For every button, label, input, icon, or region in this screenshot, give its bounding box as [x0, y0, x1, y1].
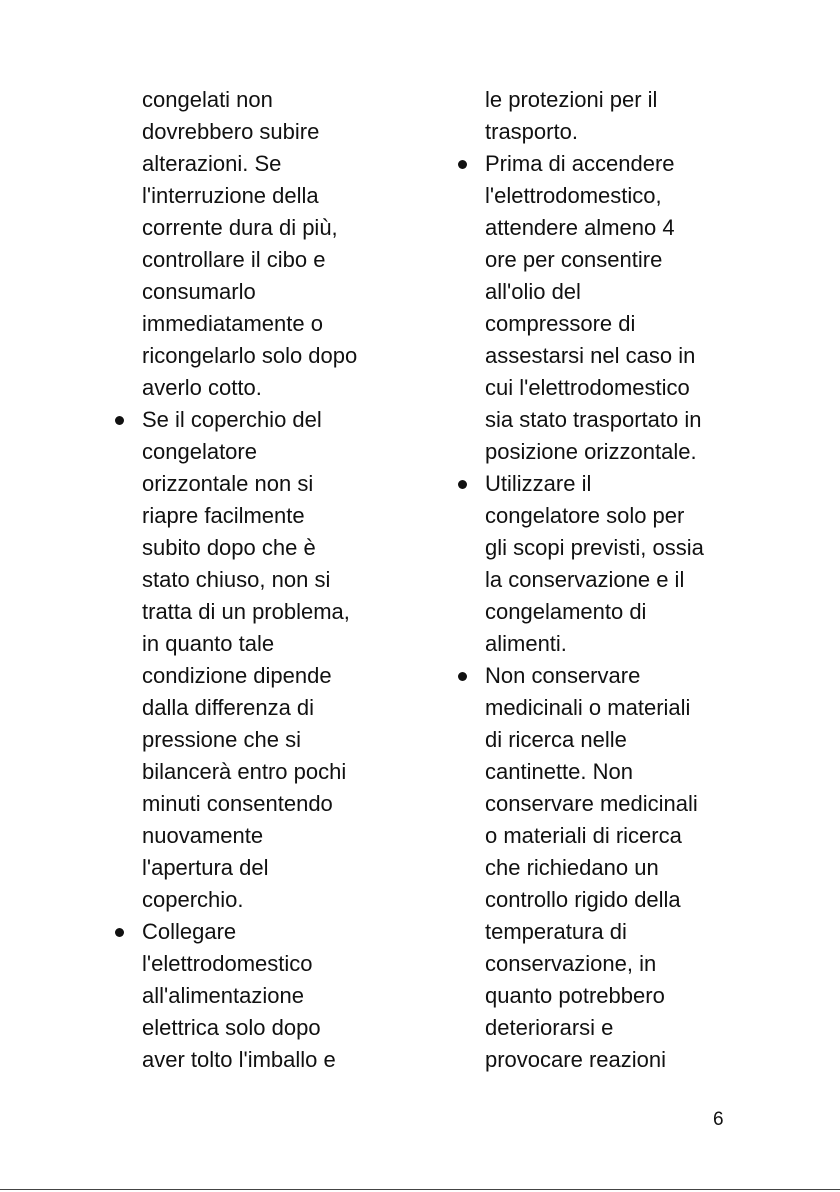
bullet-item	[485, 660, 735, 1076]
bullet-item	[485, 468, 735, 660]
left-column	[142, 84, 402, 1076]
bullet-text: Utilizzare il congelatore solo per gli scopi previsti, ossia la conservazione e il congelamento di alimenti.	[485, 471, 704, 656]
bullet-text: Non conservare medicinali o materiali di ricerca nelle cantinette. Non conservare medicinali o materiali di ricerca che richiedano un controllo rigido della temperatura di conservazione, in quanto potrebbero deteriorarsi e provocare reazioni	[485, 663, 698, 1072]
bullet-dot-icon	[458, 160, 467, 169]
bullet-dot-icon	[458, 480, 467, 489]
bullet-text: Collegare l'elettrodomestico all'alimentazione elettrica solo dopo aver tolto l'imballo e	[142, 919, 336, 1072]
right-column	[485, 84, 735, 1076]
bullet-text: Se il coperchio del congelatore orizzontale non si riapre facilmente subito dopo che è stato chiuso, non si tratta di un problema, in quanto tale condizione dipende dalla differenza di pressione che si bilancerà entro pochi minuti consentendo nuovamente l'apertura del coperchio.	[142, 407, 350, 912]
bullet-item	[485, 148, 735, 468]
page-number: 6	[713, 1109, 724, 1130]
paragraph: congelati non dovrebbero subire alterazioni. Se l'interruzione della corrente dura di più, controllare il cibo e consumarlo immediatamente o ricongelarlo solo dopo averlo cotto.	[142, 87, 358, 400]
bottom-divider	[0, 1189, 840, 1190]
paragraph: le protezioni per il trasporto.	[485, 87, 658, 144]
bullet-item	[142, 916, 402, 1076]
bullet-dot-icon	[115, 416, 124, 425]
bullet-text: Prima di accendere l'elettrodomestico, attendere almeno 4 ore per consentire all'olio del compressore di assestarsi nel caso in cui l'elettrodomestico sia stato trasportato in posizione orizzontale.	[485, 151, 702, 464]
bullet-item	[142, 404, 402, 916]
bullet-dot-icon	[115, 928, 124, 937]
bullet-dot-icon	[458, 672, 467, 681]
